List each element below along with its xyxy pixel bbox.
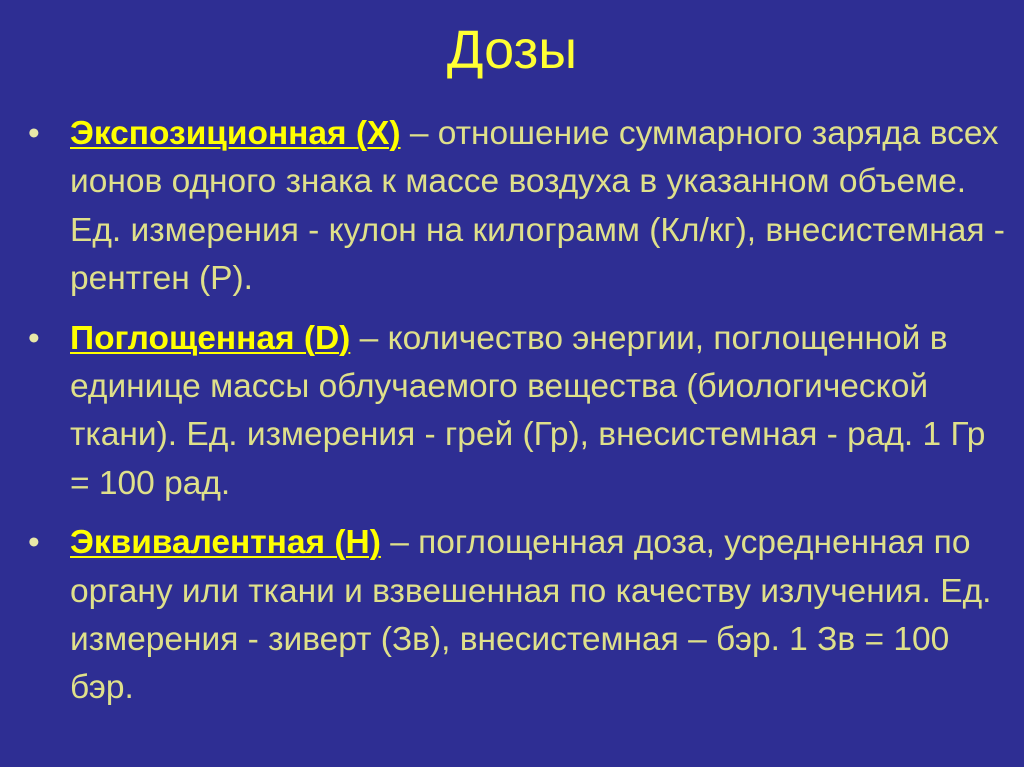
bullet-icon: •: [28, 115, 40, 152]
term-absorbed: Поглощенная (D): [70, 319, 351, 357]
definition-absorbed: – количество энергии, поглощенной в единице массы облучаемого вещества (биологической ткани). Ед. измерения - грей (Гр), внесистемная - рад. 1 Гр = 100 рад.: [70, 319, 986, 502]
dose-list: [28, 110, 1008, 724]
definition-exposure: – отношение суммарного заряда всех ионов одного знака к массе воздуха в указанном объеме. Ед. измерения - кулон на килограмм (Кл/кг), внесистемная - рентген (Р).: [70, 115, 1005, 298]
list-item-absorbed-dose: [28, 315, 1008, 509]
bullet-icon: •: [28, 319, 40, 357]
term-equivalent: Эквивалентная (H): [70, 524, 381, 562]
bullet-icon: •: [28, 524, 40, 562]
definition-equivalent: – поглощенная доза, усредненная по органу или ткани и взвешенная по качеству излучения. Ед. измерения - зиверт (Зв), внесистемная – бэр. 1 Зв = 100 бэр.: [70, 524, 992, 707]
term-exposure: Экспозиционная (X): [70, 115, 401, 152]
slide-title: Дозы: [446, 20, 578, 80]
list-item-exposure-dose: [28, 110, 1008, 304]
list-item-equivalent-dose: [28, 519, 1008, 713]
